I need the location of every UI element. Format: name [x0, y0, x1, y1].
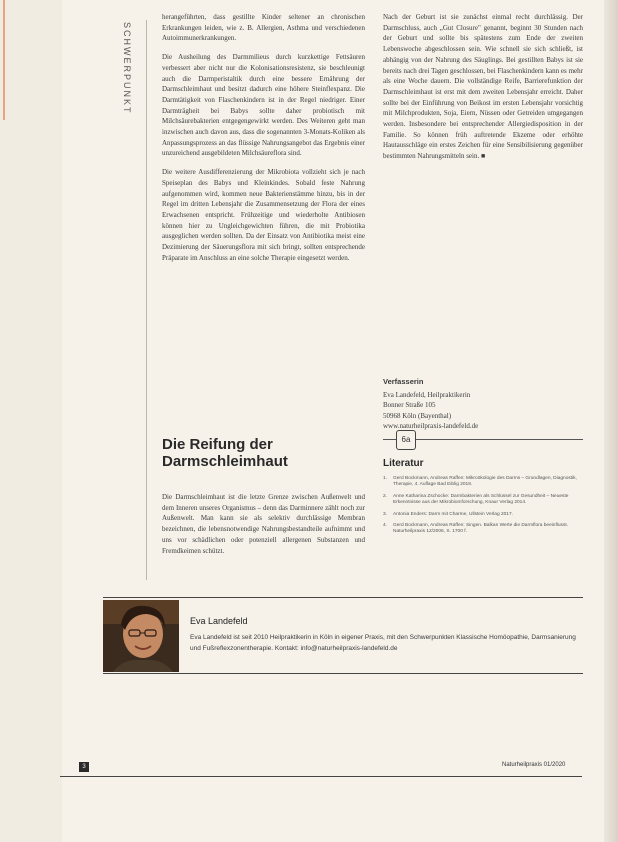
literature-number: 1.: [383, 476, 388, 481]
column-left-top: [162, 12, 365, 271]
section-tag: SCHWERPUNKT: [122, 22, 132, 115]
bio-rule-bottom: [103, 673, 583, 674]
footer-publication: Naturheilpraxis 01/2020: [502, 762, 566, 768]
paragraph: Die weitere Ausdifferenzierung der Mikrobiota vollzieht sich je nach Speiseplan des Babys und Kleinkindes. Sobald feste Nahrung aufgenommen wird, kommen neue Bakterienstämme hinzu, bis in der Regel im dritten Lebensjahr die Zusammensetzung der Flora der eines Erwachsenen entspricht. Frühzeitige und wiederholte Antibiosen können hier zu Ungleichgewichten führen, die mit Probiotika ausgeglichen werden sollten. Da der Einsatz von Antibiotika meist eine Dezimierung der Säuerungsflora mit sich bringt, sollten entsprechende Präparate im Anschluss an eine solche Therapie eingesetzt werden.: [162, 168, 365, 262]
author-website: www.naturheilpraxis-landefeld.de: [383, 422, 479, 431]
section-heading: Die Reifung der Darmschleimhaut: [162, 436, 288, 470]
bio-name: Eva Landefeld: [190, 616, 248, 626]
literature-text: Gerd Bockmann, Andreas Raffen: Mikroökologie des Darms – Grundlagen, Diagnostik, Therapie, 4. Auflage Bad Eiblig 2018.: [393, 476, 577, 488]
page-number: 3: [79, 762, 89, 772]
literature-number: 2.: [383, 493, 388, 499]
literature-item: [383, 523, 583, 536]
literature-item: [383, 494, 583, 507]
footer-rule: [60, 776, 582, 777]
literature-text: Antonia Enders: Darm mit Charme, Ullstein Verlag 2017.: [393, 511, 513, 517]
literature-list: [383, 476, 583, 541]
literature-number: 4.: [383, 523, 388, 529]
author-photo: [103, 600, 179, 672]
author-line: Bonner Straße 105: [383, 401, 436, 410]
column-right: [383, 12, 583, 170]
literature-number: 3.: [383, 511, 388, 517]
literature-text: Anne Katharina Zschocke: Darmbakterien als Schlüssel zur Gesundheit – Neueste Erkenntnisse aus der Mikrobiomforschung, Knaur Verlag 2014.: [393, 493, 569, 506]
literature-badge-icon: 6a: [396, 430, 416, 450]
section-divider: [146, 20, 147, 580]
literature-text: Gerd Bockmann, Andreas Raffen: Singen. Balkan Werte die Darmflora beeinflusst. Naturheilpraxis 12/2006, S. 1700 f.: [393, 523, 569, 535]
paragraph: Die Ausheilung des Darmmilieus durch kurzkettige Fettsäuren verbessert aber nicht nur die Kolonisationsresistenz, sie beschleunigt auch die Darmperistaltik durch eine bessere Ernährung der Darmschleimhaut und besitzt dadurch eine höhere Steinflexpanz. Die Darmtätigkeit von Flaschenkindern ist in der Regel niedriger. Einer Darmträgheit bei Babys sollte daher probiotisch mit Milchsäurebakterien entgegengewirkt werden. Des Weiteren geht man inzwischen auch davon aus, dass die sogenannten 3-Monats-Koliken als Anpassungsprozess an das flüssige Nahrungsangebot das Ergebnis einer unzureichend ausgebildeten Milchsäureflora sind.: [162, 53, 365, 158]
left-margin: [0, 0, 62, 842]
literature-title: Literatur: [383, 458, 424, 469]
paragraph: Nach der Geburt ist sie zunächst einmal recht durchlässig. Der Darmschluss, auch „Gut Closure" genannt, beginnt 30 Stunden nach der Geburt und sollte bis spätestens zum Ende der zweiten Lebenswoche abgeschlossen sein. Wie schnell sie sich schließt, ist abhängig von der Nahrung des Säuglings. Bei gestillten Babys ist sie bereits nach drei Tagen geschlossen, bei Flaschenkindern kann es mehr als eine Woche dauern. Die vollständige Reife, Barrierefunktion der Darmschleimhaut ist erst mit dem zweiten Lebensjahr erreicht. Daher sollte bei der Einführung von Beikost im ersten Lebensjahr vorsichtig mit Milchprodukten, Soja, Eiern, Nüssen oder Getreiden umgegangen werden. Insbesondere bei entsprechender Allergiedisposition in der Familie. So können früh auftretende Ekzeme oder erhöhte Hautausschläge ein erstes Zeichen für eine Sensibilisierung gegenüber bestimmten Nahrungsmitteln sein. ■: [383, 13, 583, 161]
column-left-bottom: [162, 492, 365, 564]
bio-text: Eva Landefeld ist seit 2010 Heilpraktikerin in Köln in eigener Praxis, mit den Schwerpunkten Klassische Homöopathie, Darmsanierung und Fußreflexzonentherapie. Kontakt: info@naturheilpraxis-landefeld.de: [190, 634, 576, 652]
author-label: Verfasserin: [383, 377, 424, 386]
bio-rule-top: [103, 597, 583, 598]
paragraph: Die Darmschleimhaut ist die letzte Grenze zwischen Außenwelt und dem Inneren unseres Organismus – denn das Darminnere zählt noch zur Außenwelt. Man kann sie als selektiv durchlässige Membran bezeichnen, die lebensnotwendige Nahrungsbestandteile aufnimmt und uns vor schädlichen oder potenziell allergenen Substanzen und Fremdkeimen schützt.: [162, 493, 365, 555]
orange-edge-line: [3, 0, 5, 120]
literature-item: [383, 476, 583, 489]
author-line: Eva Landefeld, Heilpraktikerin: [383, 390, 471, 399]
author-line: 50968 Köln (Bayenthal): [383, 411, 452, 420]
author-info: [383, 377, 583, 432]
literature-item: [383, 512, 583, 518]
author-portrait-image: [103, 600, 179, 672]
page-edge-shadow: [604, 0, 618, 842]
paragraph: herangeführten, dass gestillte Kinder seltener an chronischen Erkrankungen leiden, wie z. B. Allergien, Asthma und verschiedenen Autoimmunerkrankungen.: [162, 13, 365, 43]
